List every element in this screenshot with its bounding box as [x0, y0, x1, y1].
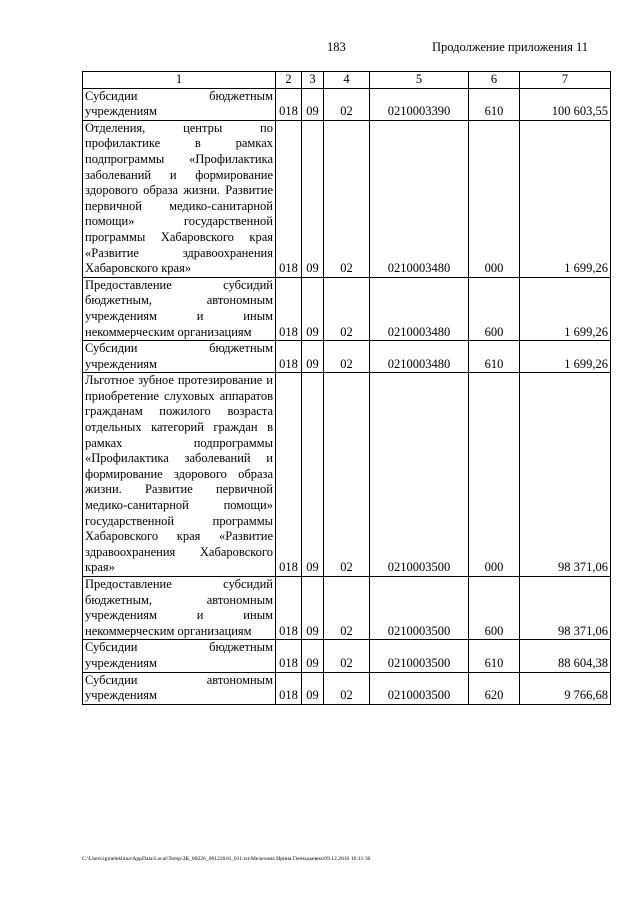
cell-expense-type: 000	[469, 120, 520, 277]
cell-target-article: 0210003390	[370, 88, 469, 120]
cell-subsection: 02	[324, 120, 370, 277]
table-row	[83, 88, 611, 120]
file-path-footer: C:\Users\igmelekhina\AppData\Local\Temp\ЗК_00226_06122016_011.txt\Мелехина Ирина Геннадьевна\09.12.2016 10:11:30	[82, 856, 371, 862]
cell-subsection: 02	[324, 373, 370, 577]
column-header: 1	[83, 72, 276, 89]
cell-target-article: 0210003480	[370, 341, 469, 373]
cell-amount: 98 371,06	[520, 577, 611, 640]
cell-subsection: 02	[324, 341, 370, 373]
cell-section: 09	[302, 277, 324, 340]
cell-subsection: 02	[324, 577, 370, 640]
column-header: 4	[324, 72, 370, 89]
cell-amount: 1 699,26	[520, 341, 611, 373]
cell-target-article: 0210003480	[370, 277, 469, 340]
cell-section: 09	[302, 120, 324, 277]
cell-expense-type: 620	[469, 672, 520, 704]
item-name: Субсидии бюджетным учреждениям	[83, 640, 276, 672]
cell-target-article: 0210003500	[370, 672, 469, 704]
cell-section: 09	[302, 88, 324, 120]
cell-amount: 98 371,06	[520, 373, 611, 577]
cell-code: 018	[276, 640, 302, 672]
cell-expense-type: 600	[469, 577, 520, 640]
item-name: Субсидии автономным учреждениям	[83, 672, 276, 704]
cell-expense-type: 610	[469, 341, 520, 373]
cell-expense-type: 600	[469, 277, 520, 340]
budget-table	[82, 71, 611, 705]
item-name: Отделения, центры по профилактике в рамках подпрограммы «Профилактика заболеваний и формирование здорового образа жизни. Развитие первичной медико-санитарной помощи» государственной программы Хабаровского края «Развитие здравоохранения Хабаровского края»	[83, 120, 276, 277]
table-row	[83, 672, 611, 704]
cell-section: 09	[302, 672, 324, 704]
cell-expense-type: 610	[469, 88, 520, 120]
cell-target-article: 0210003500	[370, 577, 469, 640]
item-name: Предоставление субсидий бюджетным, автономным учреждениям и иным некоммерческим организациям	[83, 577, 276, 640]
item-name: Льготное зубное протезирование и приобретение слуховых аппаратов гражданам пожилого возраста отдельных категорий граждан в рамках подпрограммы «Профилактика заболеваний и формирование здорового образа жизни. Развитие первичной медико-санитарной помощи» государственной программы Хабаровского края «Развитие здравоохранения Хабаровского края»	[83, 373, 276, 577]
column-header: 6	[469, 72, 520, 89]
cell-section: 09	[302, 373, 324, 577]
table-row	[83, 640, 611, 672]
cell-code: 018	[276, 577, 302, 640]
cell-code: 018	[276, 277, 302, 340]
cell-subsection: 02	[324, 672, 370, 704]
cell-code: 018	[276, 88, 302, 120]
table-row	[83, 277, 611, 340]
cell-section: 09	[302, 640, 324, 672]
item-name: Субсидии бюджетным учреждениям	[83, 88, 276, 120]
cell-section: 09	[302, 577, 324, 640]
cell-code: 018	[276, 373, 302, 577]
cell-section: 09	[302, 341, 324, 373]
cell-amount: 9 766,68	[520, 672, 611, 704]
column-header: 2	[276, 72, 302, 89]
column-header: 3	[302, 72, 324, 89]
item-name: Предоставление субсидий бюджетным, автономным учреждениям и иным некоммерческим организациям	[83, 277, 276, 340]
cell-expense-type: 610	[469, 640, 520, 672]
cell-amount: 1 699,26	[520, 120, 611, 277]
cell-amount: 88 604,38	[520, 640, 611, 672]
cell-code: 018	[276, 672, 302, 704]
table-row	[83, 120, 611, 277]
table-row	[83, 341, 611, 373]
table-row	[83, 577, 611, 640]
cell-subsection: 02	[324, 88, 370, 120]
table-body	[83, 88, 611, 704]
table-header	[83, 72, 611, 89]
table-row	[83, 373, 611, 577]
item-name: Субсидии бюджетным учреждениям	[83, 341, 276, 373]
cell-target-article: 0210003500	[370, 373, 469, 577]
column-header: 5	[370, 72, 469, 89]
cell-target-article: 0210003480	[370, 120, 469, 277]
cell-target-article: 0210003500	[370, 640, 469, 672]
cell-amount: 100 603,55	[520, 88, 611, 120]
page-number: 183	[327, 40, 346, 54]
cell-code: 018	[276, 341, 302, 373]
column-header: 7	[520, 72, 611, 89]
appendix-label: Продолжение приложения 11	[432, 40, 589, 54]
cell-expense-type: 000	[469, 373, 520, 577]
cell-amount: 1 699,26	[520, 277, 611, 340]
cell-subsection: 02	[324, 277, 370, 340]
cell-subsection: 02	[324, 640, 370, 672]
cell-code: 018	[276, 120, 302, 277]
